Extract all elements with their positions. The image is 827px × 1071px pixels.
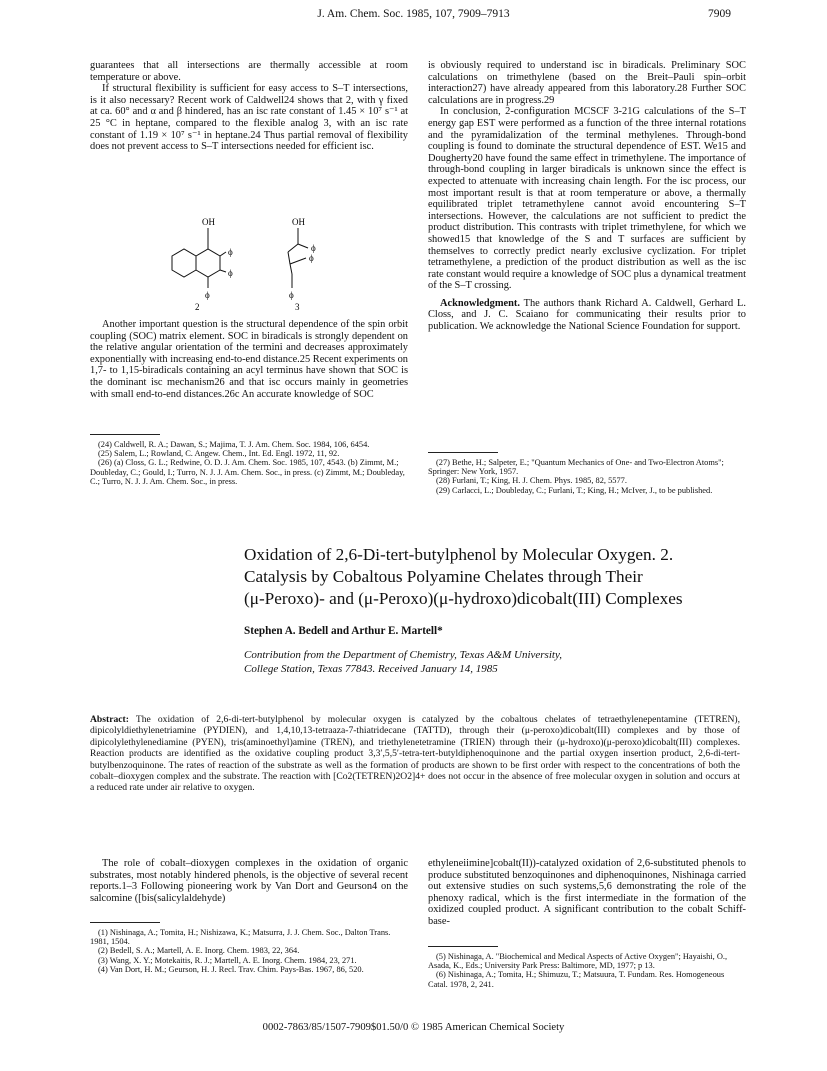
title-line: Oxidation of 2,6-Di-tert-butylphenol by Molecular Oxygen. 2.	[244, 545, 674, 564]
oh-label: OH	[292, 217, 305, 227]
affiliation-line: College Station, Texas 77843. Received January 14, 1985	[244, 663, 498, 675]
footnote: (25) Salem, L.; Rowland, C. Angew. Chem., Int. Ed. Engl. 1972, 11, 92.	[98, 449, 340, 459]
article-body-right	[428, 858, 746, 928]
footnote: (6) Nishinaga, A.; Tomita, H.; Shimuzu, T.; Matsuura, T. Fundam. Res. Homogeneous Catal. 1978, 2, 241.	[428, 970, 725, 989]
abstract-text: The oxidation of 2,6-di-tert-butylphenol by molecular oxygen is catalyzed by the cobaltous chelates of tetraethylenepentamine (TETREN), dipicolyldiethylenetriamine (PYDIEN), and 1,4,10,13-tetraaza-7-thiatridecane (TATTD), through their (μ-peroxo)dicobalt(III) complexes and by those of dipicolylethylenediamine (PYEN), tris(aminoethyl)amine (TREN), and triethylenetetramine (TRIEN) through their (μ-hydroxo)(μ-peroxo)dicobalt(III) complexes. Reaction products are identified as the oxidative coupling product 3,3′,5,5′-tetra-tert-butyldiphenoquinone and the partial oxygen insertion product, 2,6-di-tert-butylbenzoquinone. The rates of reaction of the substrate as well as the formation of products are shown to be first order with respect to the concentrations of both the cobalt–dioxygen complex and the substrate. The reaction with [Co2(TETREN)2O2]4+ does not occur in the absence of free molecular oxygen in solution and occurs at a reduced rate under air relative to oxygen.	[90, 714, 740, 794]
article-footnotes-right	[428, 952, 746, 989]
article-footnotes-left	[90, 928, 408, 974]
affiliation-line: Contribution from the Department of Chemistry, Texas A&M University,	[244, 649, 562, 661]
footnote-rule	[90, 922, 160, 923]
acknowledgment	[428, 298, 746, 333]
footnote-rule	[90, 434, 160, 435]
footnote: (1) Nishinaga, A.; Tomita, H.; Nishizawa, K.; Matsurra, J. J. Chem. Soc., Dalton Trans. 1981, 1504.	[90, 928, 391, 947]
footnote: (5) Nishinaga, A. "Biochemical and Medical Aspects of Active Oxygen"; Hayaishi, O., Asada, K., Eds.; University Park Press: Baltimore, MD, 1977; p 13.	[428, 952, 728, 971]
prev-article-left-column	[90, 60, 408, 153]
structure-figure	[160, 216, 360, 312]
title-line: Catalysis by Cobaltous Polyamine Chelates through Their	[244, 567, 643, 586]
phenyl-label: ϕ	[228, 268, 233, 278]
footnote: (3) Wang, X. Y.; Motekaitis, R. J.; Martell, A. E. Inorg. Chem. 1984, 23, 271.	[98, 955, 357, 965]
compound-number: 2	[195, 302, 200, 312]
abstract	[90, 714, 740, 794]
article-affiliation	[244, 648, 804, 676]
journal-citation: J. Am. Chem. Soc. 1985, 107, 7909–7913	[317, 8, 510, 20]
paragraph: ethyleneiimine]cobalt(II))-catalyzed oxidation of 2,6-substituted phenols to produce substituted benzoquinones and diphenoquinones, Nishinaga carried out extensive studies on such systems,5,6 demonstrating the role of the phenoxy radical, which is the first intermediate in the formation of the oxidized coupled product. A significant contribution to the cobalt Schiff-base-	[428, 858, 746, 927]
article-authors: Stephen A. Bedell and Arthur E. Martell*	[244, 625, 443, 637]
page-number: 7909	[708, 8, 731, 20]
title-line: (μ-Peroxo)- and (μ-Peroxo)(μ-hydroxo)dicobalt(III) Complexes	[244, 589, 683, 608]
phenyl-label: ϕ	[311, 243, 316, 253]
paragraph: If structural flexibility is sufficient for easy access to S–T intersections, is it also necessary? Recent work of Caldwell24 shows that 2, with γ fixed at ca. 60° and α and β hindered, has an isc rate constant of 1.45 × 10⁷ s⁻¹ at 25 °C in heptane, compared to the flexible analog 3, with an isc rate constant of 1.19 × 10⁷ s⁻¹ in heptane.24 Thus partial removal of flexibility does not prevent access to S–T intersections needed for efficient isc.	[90, 83, 408, 153]
prev-article-right-column	[428, 60, 746, 333]
phenyl-label: ϕ	[289, 290, 294, 300]
phenyl-label: ϕ	[309, 253, 314, 263]
footnote: (26) (a) Closs, G. L.; Redwine, O. D. J. Am. Chem. Soc. 1985, 107, 4543. (b) Zimmt, M.; Doubleday, C.; Gould, I.; Turro, N. J. J. Am. Chem. Soc., in press. (c) Zimmt, M.; Doubleday, C.; Turro, N. J. J. Am. Chem. Soc., in press.	[90, 458, 405, 486]
footnote: (2) Bedell, S. A.; Martell, A. E. Inorg. Chem. 1983, 22, 364.	[98, 946, 300, 956]
paragraph: guarantees that all intersections are thermally accessible at room temperature or above.	[90, 60, 408, 83]
prev-footnotes-left	[90, 440, 408, 486]
phenyl-label: ϕ	[205, 290, 210, 300]
compound-number: 3	[295, 302, 300, 312]
footnote-rule	[428, 946, 498, 947]
page-footer: 0002-7863/85/1507-7909$01.50/0 © 1985 American Chemical Society	[262, 1022, 565, 1033]
phenyl-label: ϕ	[228, 247, 233, 257]
oh-label: OH	[202, 217, 215, 227]
abstract-label: Abstract:	[90, 714, 129, 725]
footnote: (24) Caldwell, R. A.; Dawan, S.; Majima, T. J. Am. Chem. Soc. 1984, 106, 6454.	[98, 440, 370, 449]
article-title	[244, 544, 804, 610]
paragraph: is obviously required to understand isc in biradicals. Preliminary SOC calculations on trimethylene (based on the Breit–Pauli spin–orbit interaction27) have already appeared from this laboratory.28 Further SOC calculations are in progress.29	[428, 60, 746, 106]
footnote: (27) Bethe, H.; Salpeter, E.; "Quantum Mechanics of One- and Two-Electron Atoms"; Springer: New York, 1957.	[428, 458, 724, 477]
prev-footnotes-right	[428, 458, 746, 495]
prev-article-left-column-cont	[90, 319, 408, 400]
paragraph: The role of cobalt–dioxygen complexes in the oxidation of organic substrates, most notably hindered phenols, is the objective of several recent reports.1–3 Following pioneering work by Van Dort and Geurson4 on the salcomine ([bis(salicylaldehyde)	[90, 858, 408, 904]
footnote: (29) Carlacci, L.; Doubleday, C.; Furlani, T.; King, H.; McIver, J., to be published.	[436, 485, 713, 495]
footnote: (4) Van Dort, H. M.; Geurson, H. J. Recl. Trav. Chim. Pays-Bas. 1967, 86, 520.	[98, 964, 364, 974]
article-body-left	[90, 858, 408, 904]
acknowledgment-text: The authors thank Richard A. Caldwell, Gerhard L. Closs, and J. C. Scaiano for communicating their results prior to publication. We acknowledge the National Science Foundation for support.	[428, 297, 746, 333]
paragraph: In conclusion, 2-configuration MCSCF 3-21G calculations of the S–T energy gap EST were performed as a function of the three internal rotations and the pyramidalization of the terminal methylenes. Through-bond coupling is found to dominate the structural dependence of EST. We15 and Dougherty20 have found the same effect in trimethylene. The importance of through-bond coupling in larger biradicals is unknown since the effect is expected to attenuate with increasing chain length. For the isc process, our most important result is that at room temperature or above, a thermally equilibrated triplet tetramethylene cannot avoid encountering S–T intersections. However, the calculations are not sufficient to predict the product distribution. This contrasts with triplet trimethylene, for which we showed15 that knowledge of the S and T surfaces are sufficient by themselves to correctly predict nearly exclusive cyclization. For triplet tetramethylene, a prediction of the product distribution as well as the isc rate constant would require a knowledge of SOC plus a dynamical treatment of the S–T crossing.	[428, 106, 746, 292]
paragraph: Another important question is the structural dependence of the spin orbit coupling (SOC) matrix element. SOC in biradicals is strongly dependent on the relative angular orientation of the termini and decreases approximately exponentially with increasing end-to-end distance.25 Recent experiments on 1,7- to 1,15-biradicals containing an acyl terminus have shown that SOC is the dominant isc mechanism26 and that isc occurs mainly in geometries with small end-to-end distances.26c An accurate knowledge of SOC	[90, 319, 408, 400]
running-header	[0, 6, 827, 24]
footnote-rule	[428, 452, 498, 453]
acknowledgment-label: Acknowledgment.	[440, 297, 520, 309]
footnote: (28) Furlani, T.; King, H. J. Chem. Phys. 1985, 82, 5577.	[436, 476, 627, 486]
